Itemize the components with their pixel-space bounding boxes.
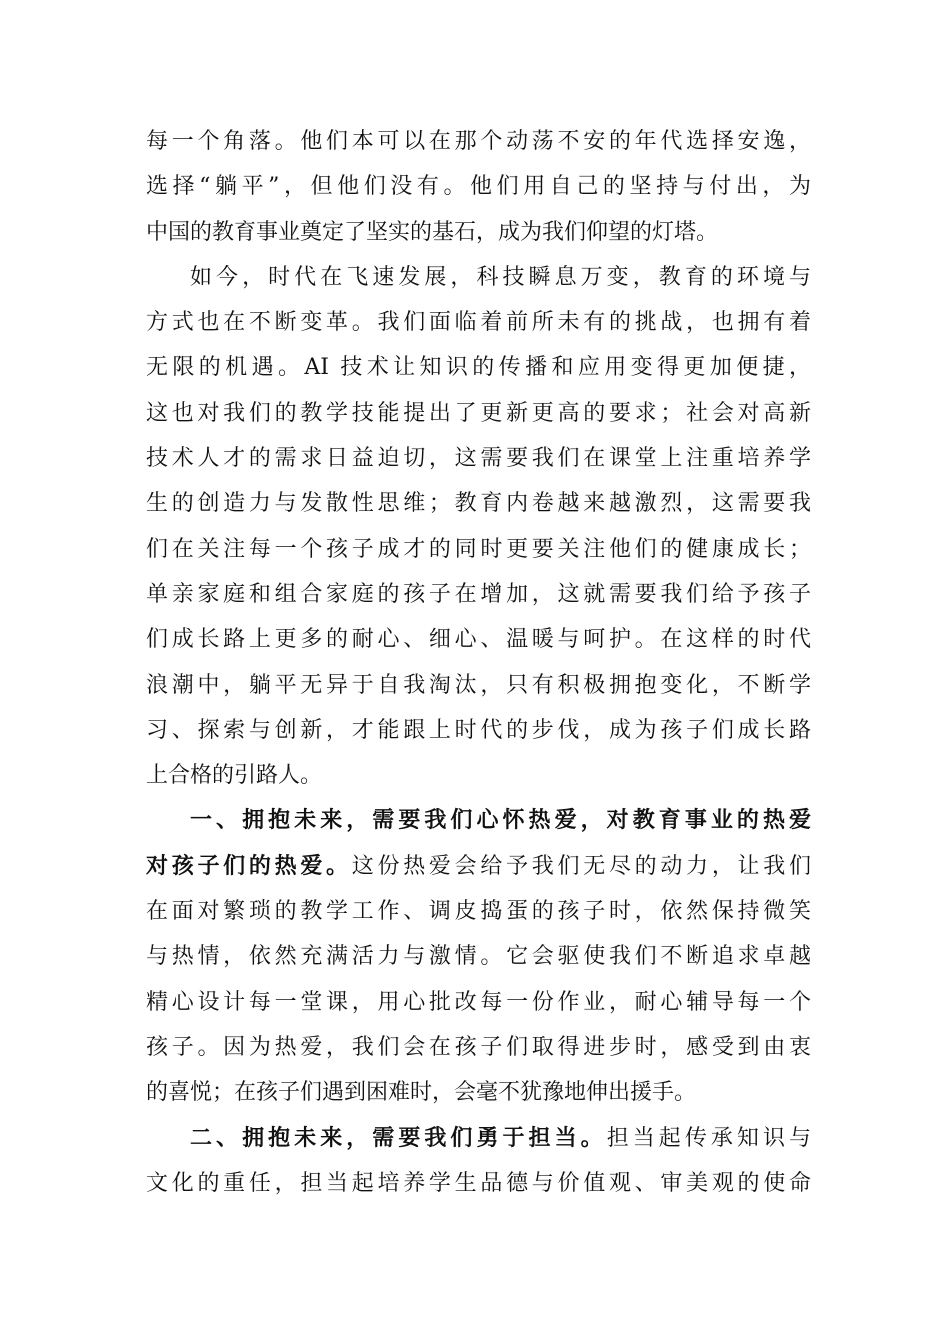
text-line: 选择“躺平”，但他们没有。他们用自己的坚持与付出，为 [146, 174, 811, 200]
text-line: 在面对繁琐的教学工作、调皮捣蛋的孩子时，依然保持微笑 [146, 899, 811, 925]
section-heading-1-end: 对孩子们的热爱。 [146, 853, 352, 879]
text-line: 技术人才的需求日益迫切，这需要我们在课堂上注重培养学 [146, 446, 811, 472]
text-line: 方式也在不断变革。我们面临着前所未有的挑战，也拥有着 [146, 310, 811, 336]
text-line: 的喜悦；在孩子们遇到困难时，会毫不犹豫地伸出援手。 [146, 1080, 697, 1106]
section-heading-line [146, 798, 811, 843]
text-line: 中国的教育事业奠定了坚实的基石，成为我们仰望的灯塔。 [146, 219, 719, 245]
text-line: 无限的机遇。AI 技术让知识的传播和应用变得更加便捷， [146, 355, 811, 381]
text-line: 习、探索与创新，才能跟上时代的步伐，成为孩子们成长路 [146, 717, 811, 743]
section-heading-2: 二、拥抱未来，需要我们勇于担当。 [190, 1125, 607, 1151]
text-line: 每一个角落。他们本可以在那个动荡不安的年代选择安逸， [146, 129, 811, 154]
text-run: 担当起传承知识与 [606, 1125, 811, 1151]
text-line: 与热情，依然充满活力与激情。它会驱使我们不断追求卓越 [146, 944, 811, 970]
text-line [146, 844, 811, 889]
document-body [146, 119, 811, 1206]
text-line: 浪潮中，躺平无异于自我淘汰，只有积极拥抱变化，不断学 [146, 672, 811, 698]
text-line: 孩子。因为热爱，我们会在孩子们取得进步时，感受到由衷 [146, 1034, 811, 1060]
text-run: 这份热爱会给予我们无尽的动力，让我们 [351, 853, 811, 879]
text-line [146, 1116, 811, 1161]
text-line: 这也对我们的教学技能提出了更新更高的要求；社会对高新 [146, 400, 811, 426]
text-line: 如今，时代在飞速发展，科技瞬息万变，教育的环境与 [190, 264, 811, 290]
text-line: 生的创造力与发散性思维；教育内卷越来越激烈，这需要我 [146, 491, 811, 517]
text-line: 上合格的引路人。 [146, 763, 323, 789]
text-line: 们成长路上更多的耐心、细心、温暖与呵护。在这样的时代 [146, 627, 811, 653]
section-heading-1: 一、拥抱未来，需要我们心怀热爱，对教育事业的热爱 [190, 808, 811, 834]
text-line: 文化的重任，担当起培养学生品德与价值观、审美观的使命 [146, 1170, 811, 1196]
text-line: 们在关注每一个孩子成才的同时更要关注他们的健康成长； [146, 536, 811, 562]
text-line: 精心设计每一堂课，用心批改每一份作业，耐心辅导每一个 [146, 989, 811, 1015]
text-line: 单亲家庭和组合家庭的孩子在增加，这就需要我们给予孩子 [146, 581, 811, 607]
